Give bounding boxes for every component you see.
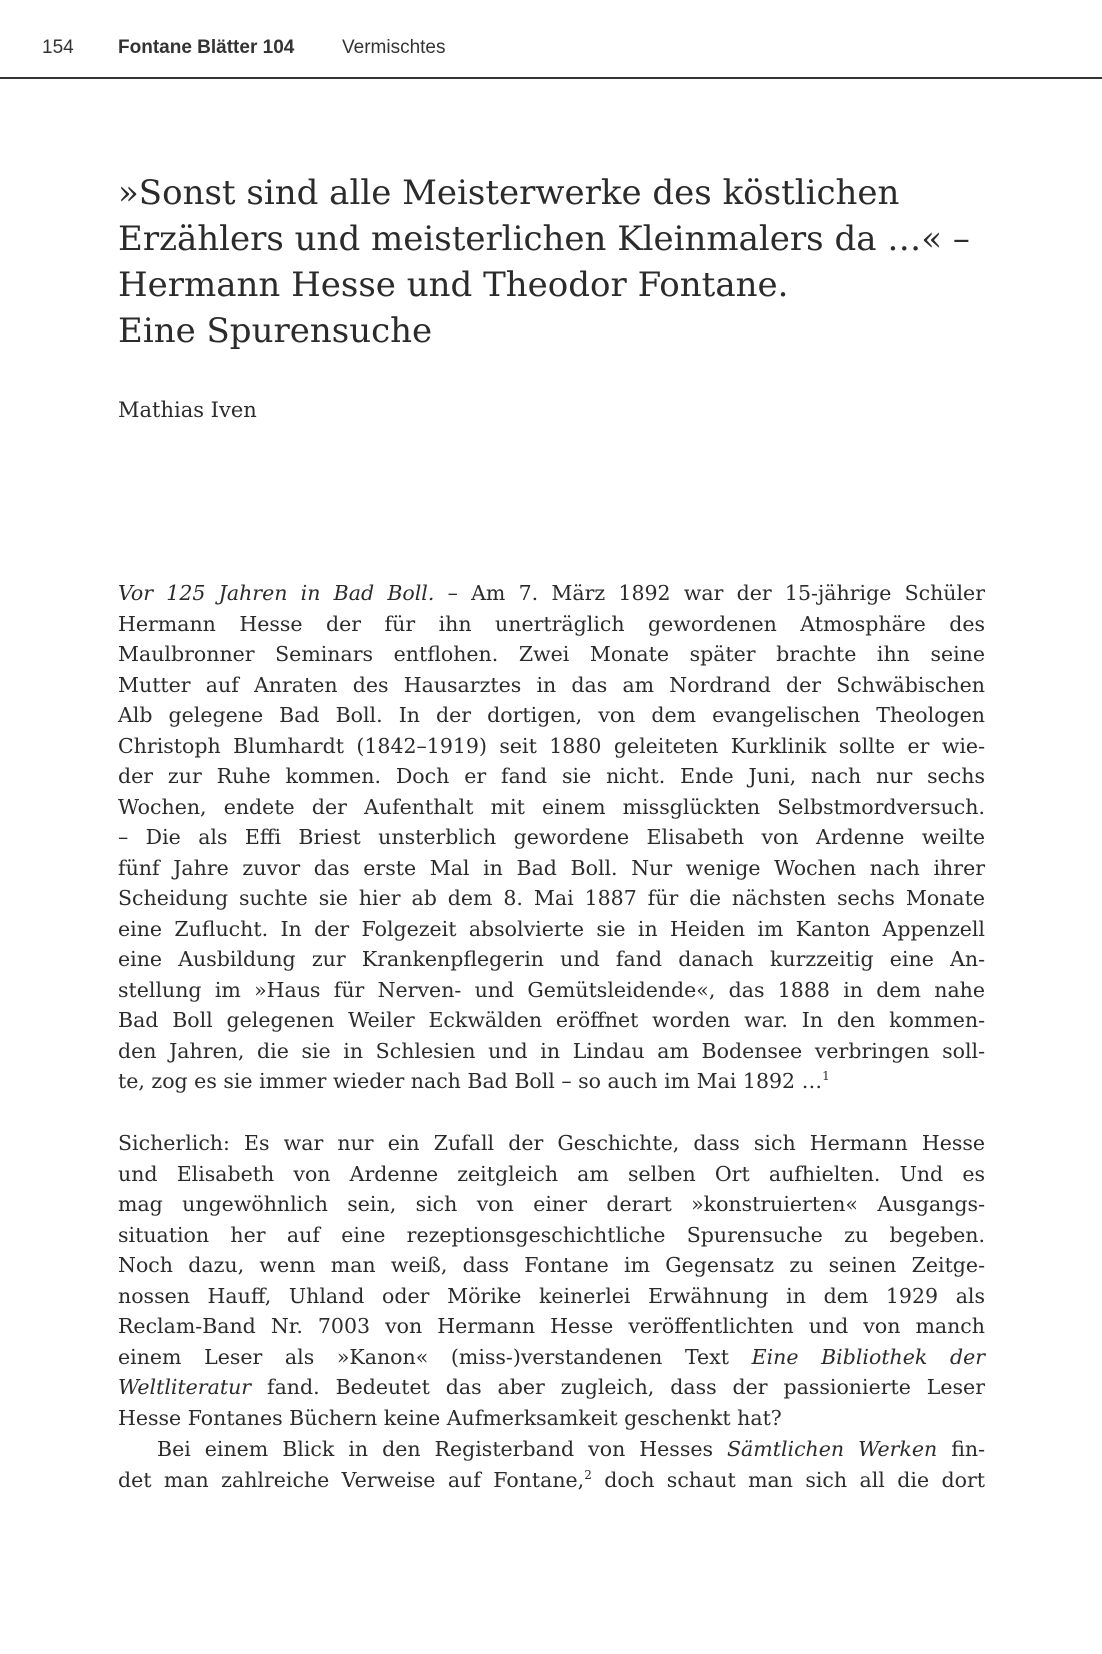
- text-line: Weltliteratur fand. Bedeutet das aber zugleich, dass der passionierte Leser: [118, 1375, 985, 1399]
- text-line: Vor 125 Jahren in Bad Boll. – Am 7. März 1892 war der 15-jährige Schüler: [118, 581, 985, 605]
- article-title: [118, 170, 1018, 354]
- text-line: Reclam-Band Nr. 7003 von Hermann Hesse veröffentlichten und von manch: [118, 1314, 985, 1338]
- text-line: nossen Hauff, Uhland oder Mörike keinerlei Erwähnung in dem 1929 als: [118, 1283, 985, 1308]
- running-header: [0, 0, 1102, 79]
- journal-title: Fontane Blätter 104: [118, 37, 295, 58]
- body-paragraph: [118, 1434, 985, 1495]
- text-line: den Jahren, die sie in Schlesien und in Lindau am Bodensee verbringen soll-: [118, 1038, 985, 1063]
- title-line: Eine Spurensuche: [118, 311, 433, 351]
- text-line: te, zog es sie immer wieder nach Bad Boll – so auch im Mai 1892 …$^1$: [118, 1069, 830, 1093]
- text-line: Maulbronner Seminars entflohen. Zwei Monate später brachte ihn seine: [118, 642, 985, 666]
- section-name: Vermischtes: [342, 37, 446, 58]
- text-line: Sicherlich: Es war nur ein Zufall der Geschichte, dass sich Hermann Hesse: [118, 1131, 985, 1155]
- body-paragraph: [118, 1128, 985, 1433]
- italic-phrase: Vor 125 Jahren in Bad Boll.: [118, 581, 435, 605]
- italic-book-title: Eine Bibliothek der: [751, 1344, 986, 1369]
- text-line: und Elisabeth von Ardenne zeitgleich am selben Ort aufhielten. Und es: [118, 1161, 985, 1186]
- italic-book-title: Weltliteratur: [118, 1375, 252, 1399]
- text-line: fünf Jahre zuvor das erste Mal in Bad Boll. Nur wenige Wochen nach ihrer: [118, 855, 985, 880]
- footnote-marker[interactable]: 2: [584, 1467, 592, 1482]
- title-line: Erzählers und meisterlichen Kleinmalers da …« –: [118, 219, 970, 259]
- text-line: Scheidung suchte sie hier ab dem 8. Mai 1887 für die nächsten sechs Monate: [118, 886, 985, 910]
- text-line: Hesse Fontanes Büchern keine Aufmerksamkeit geschenkt hat?: [118, 1405, 782, 1430]
- article-author: Mathias Iven: [118, 398, 257, 422]
- text-line: Bei einem Blick in den Registerband von Hesses Sämtlichen Werken fin-: [157, 1437, 985, 1461]
- footnote-marker[interactable]: 1: [822, 1069, 830, 1083]
- text-line: Mutter auf Anraten des Hausarztes in das am Nordrand der Schwäbischen: [118, 672, 985, 697]
- title-line: Hermann Hesse und Theodor Fontane.: [118, 265, 789, 305]
- text-line: det man zahlreiche Verweise auf Fontane,$^2$ doch schaut man sich all die dort: [118, 1467, 985, 1492]
- text-line: Wochen, endete der Aufenthalt mit einem missglückten Selbstmordversuch.: [118, 794, 985, 819]
- text-line: Alb gelegene Bad Boll. In der dortigen, von dem evangelischen Theologen: [118, 703, 985, 727]
- page-number: 154: [42, 37, 74, 58]
- text-line: Christoph Blumhardt (1842–1919) seit 1880 geleiteten Kurklinik sollte er wie-: [118, 733, 985, 758]
- text-line: der zur Ruhe kommen. Doch er fand sie nicht. Ende Juni, nach nur sechs: [118, 764, 985, 788]
- text-line: stellung im »Haus für Nerven- und Gemütsleidende«, das 1888 in dem nahe: [118, 977, 985, 1002]
- body-paragraph: [118, 578, 985, 1097]
- title-line: »Sonst sind alle Meisterwerke des köstlichen: [118, 173, 900, 213]
- text-line: mag ungewöhnlich sein, sich von einer derart »konstruierten« Ausgangs-: [118, 1192, 985, 1216]
- text-line: Noch dazu, wenn man weiß, dass Fontane im Gegensatz zu seinen Zeitge-: [118, 1253, 985, 1277]
- italic-book-title: Sämtlichen Werken: [727, 1437, 938, 1461]
- text-line: einem Leser als »Kanon« (miss-)verstandenen Text Eine Bibliothek der: [118, 1344, 986, 1369]
- text-line: – Die als Effi Briest unsterblich gewordene Elisabeth von Ardenne weilte: [118, 825, 985, 849]
- text-line: Bad Boll gelegenen Weiler Eckwälden eröffnet worden war. In den kommen-: [118, 1008, 985, 1032]
- text-line: eine Zuflucht. In der Folgezeit absolvierte sie in Heiden im Kanton Appenzell: [118, 916, 985, 941]
- text-line: eine Ausbildung zur Krankenpflegerin und fand danach kurzzeitig eine An-: [118, 947, 985, 971]
- text-line: Hermann Hesse der für ihn unerträglich gewordenen Atmosphäre des: [118, 611, 985, 636]
- text-line: situation her auf eine rezeptionsgeschichtliche Spurensuche zu begeben.: [118, 1222, 985, 1247]
